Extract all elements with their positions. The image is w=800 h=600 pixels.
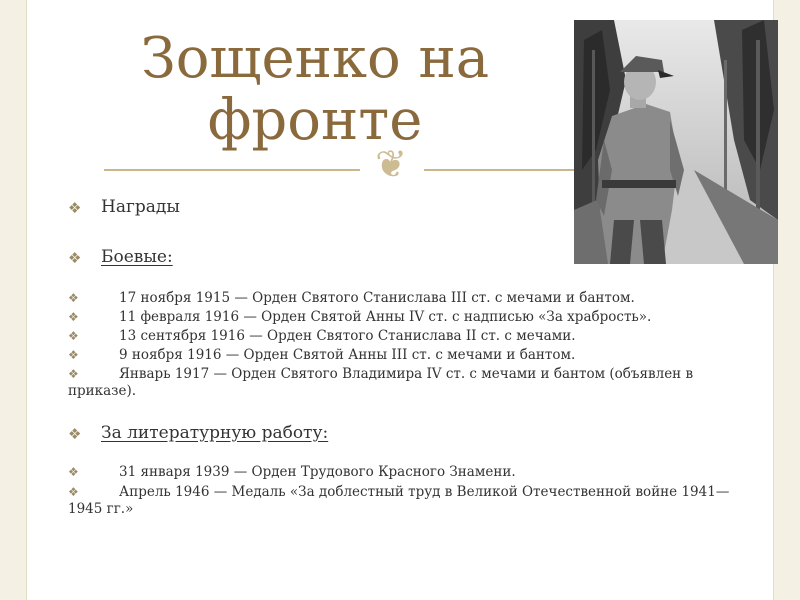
bullet-icon: ❖ [68, 485, 79, 499]
slide-title: Зощенко на фронте [140, 26, 490, 153]
title-rule-left [104, 169, 360, 171]
combat-award-text: 11 февраля 1916 — Орден Святой Анны IV ст. с надписью «За храбрость». [119, 309, 652, 325]
awards-heading: Награды [101, 197, 180, 217]
fleuron-ornament-icon: ❦ [375, 142, 407, 186]
literary-award-text: 31 января 1939 — Орден Трудового Красного Знамени. [119, 464, 516, 480]
combat-award-text: Январь 1917 — Орден Святого Владимира IV ст. с мечами и бантом (объявлен в приказе). [68, 366, 694, 399]
bullet-icon: ❖ [68, 249, 82, 267]
bullet-icon: ❖ [68, 291, 79, 305]
literary-heading: За литературную работу: [101, 423, 329, 443]
combat-heading: Боевые: [101, 247, 173, 267]
soldier-photo-image [574, 20, 778, 264]
slide-left-edge [0, 0, 27, 600]
soldier-photo [574, 20, 778, 264]
bullet-icon: ❖ [68, 465, 79, 479]
bullet-icon: ❖ [68, 199, 82, 217]
combat-award-text: 17 ноября 1915 — Орден Святого Станислава III ст. с мечами и бантом. [119, 290, 635, 306]
bullet-icon: ❖ [68, 348, 79, 362]
title-rule-right [424, 169, 574, 171]
bullet-icon: ❖ [68, 425, 82, 443]
bullet-icon: ❖ [68, 310, 79, 324]
bullet-icon: ❖ [68, 329, 79, 343]
combat-award-text: 13 сентября 1916 — Орден Святого Станислава II ст. с мечами. [119, 328, 576, 344]
combat-award-text: 9 ноября 1916 — Орден Святой Анны III ст. с мечами и бантом. [119, 347, 576, 363]
literary-award-text: Апрель 1946 — Медаль «За доблестный труд в Великой Отечественной войне 1941—1945 гг.» [68, 484, 730, 517]
bullet-icon: ❖ [68, 367, 79, 381]
